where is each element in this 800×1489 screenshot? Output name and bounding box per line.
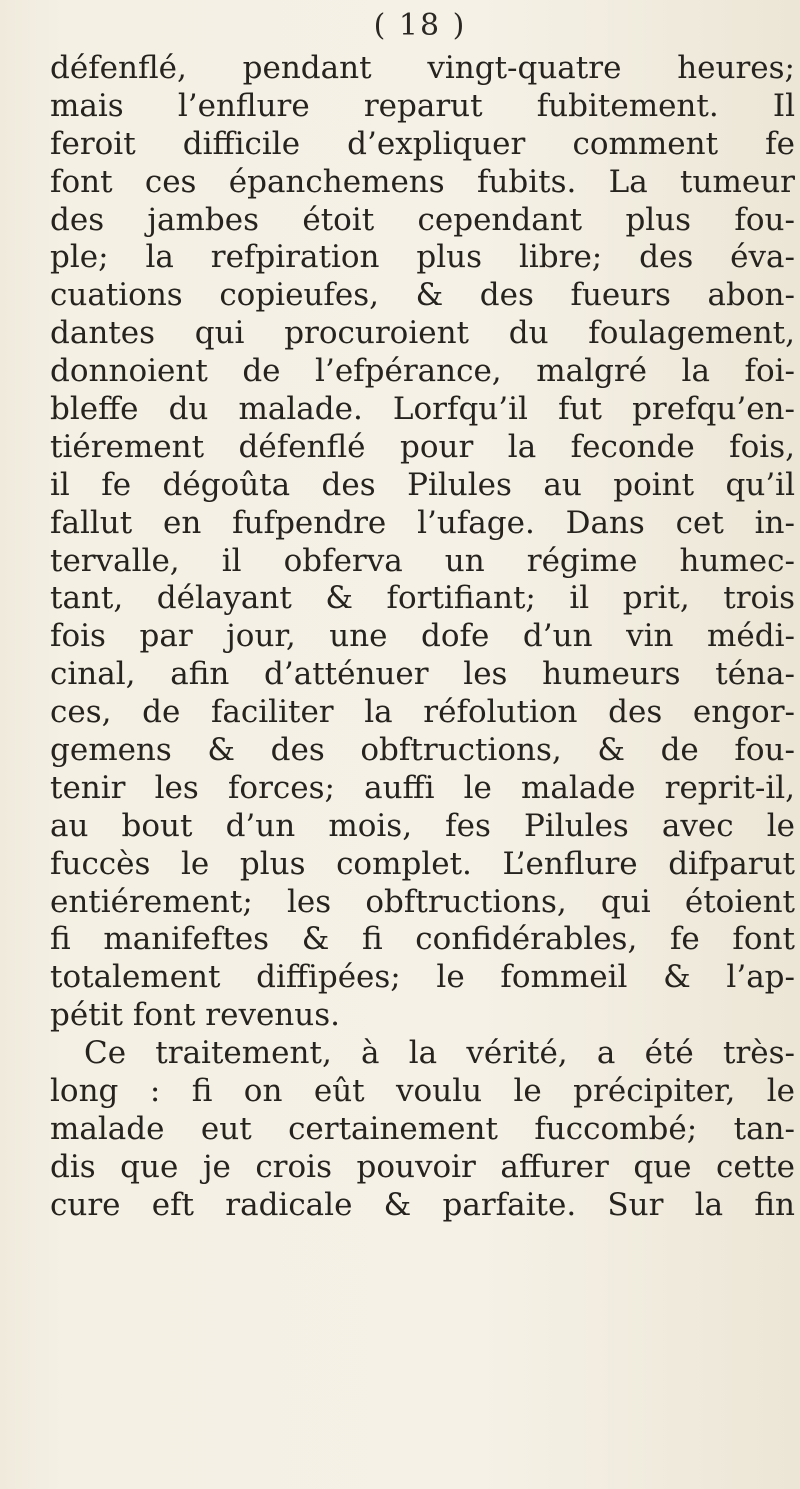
text-line: totalement diffipées; le fommeil & l’ap- — [50, 959, 795, 996]
text-line: long : fi on eût voulu le précipiter, le — [50, 1073, 795, 1110]
body-text — [50, 50, 795, 1225]
text-line: entiérement; les obftructions, qui étoient — [50, 883, 795, 920]
text-line: fallut en fufpendre l’ufage. Dans cet in- — [50, 504, 795, 541]
text-line: ces, de faciliter la réfolution des engor- — [50, 694, 795, 731]
text-line: tant, délayant & fortifiant; il prit, trois — [50, 580, 795, 617]
text-line: cure eft radicale & parfaite. Sur la fin — [50, 1186, 795, 1223]
text-line: fuccès le plus complet. L’enflure difparut — [50, 845, 795, 882]
text-line: des jambes étoit cependant plus fou- — [50, 201, 795, 238]
text-line: dantes qui procuroient du foulagement, — [50, 315, 795, 352]
text-line: cinal, afin d’atténuer les humeurs téna- — [50, 656, 795, 693]
text-line: tervalle, il obferva un régime humec- — [50, 542, 795, 579]
text-line: fi manifeftes & fi confidérables, fe font — [50, 921, 795, 958]
text-line: cuations copieufes, & des fueurs abon- — [50, 277, 795, 314]
paragraph-end-line: pétit font revenus. — [50, 997, 341, 1034]
text-line: tenir les forces; auffi le malade reprit-il, — [50, 769, 795, 806]
paragraph-start-line: Ce traitement, à la vérité, a été très- — [84, 1035, 795, 1072]
text-line: gemens & des obftructions, & de fou- — [50, 732, 795, 769]
text-line: bleffe du malade. Lorfqu’il fut prefqu’en- — [50, 391, 795, 428]
text-line: feroit difficile d’expliquer comment fe — [50, 125, 795, 162]
text-line: donnoient de l’efpérance, malgré la foi- — [50, 353, 795, 390]
text-line: il fe dégoûta des Pilules au point qu’il — [50, 466, 795, 503]
text-line: fois par jour, une dofe d’un vin médi- — [50, 618, 795, 655]
text-line: malade eut certainement fuccombé; tan- — [50, 1110, 795, 1147]
text-line: tiérement défenflé pour la feconde fois, — [50, 428, 795, 465]
page-number: ( 18 ) — [373, 8, 467, 43]
text-line: mais l’enflure reparut fubitement. Il — [50, 87, 795, 124]
text-line: font ces épanchemens fubits. La tumeur — [50, 163, 795, 200]
text-line: au bout d’un mois, fes Pilules avec le — [50, 807, 795, 844]
text-line: ple; la refpiration plus libre; des éva- — [50, 239, 795, 276]
text-line: dis que je crois pouvoir affurer que cette — [50, 1148, 795, 1185]
text-line: défenflé, pendant vingt-quatre heures; — [50, 50, 795, 86]
